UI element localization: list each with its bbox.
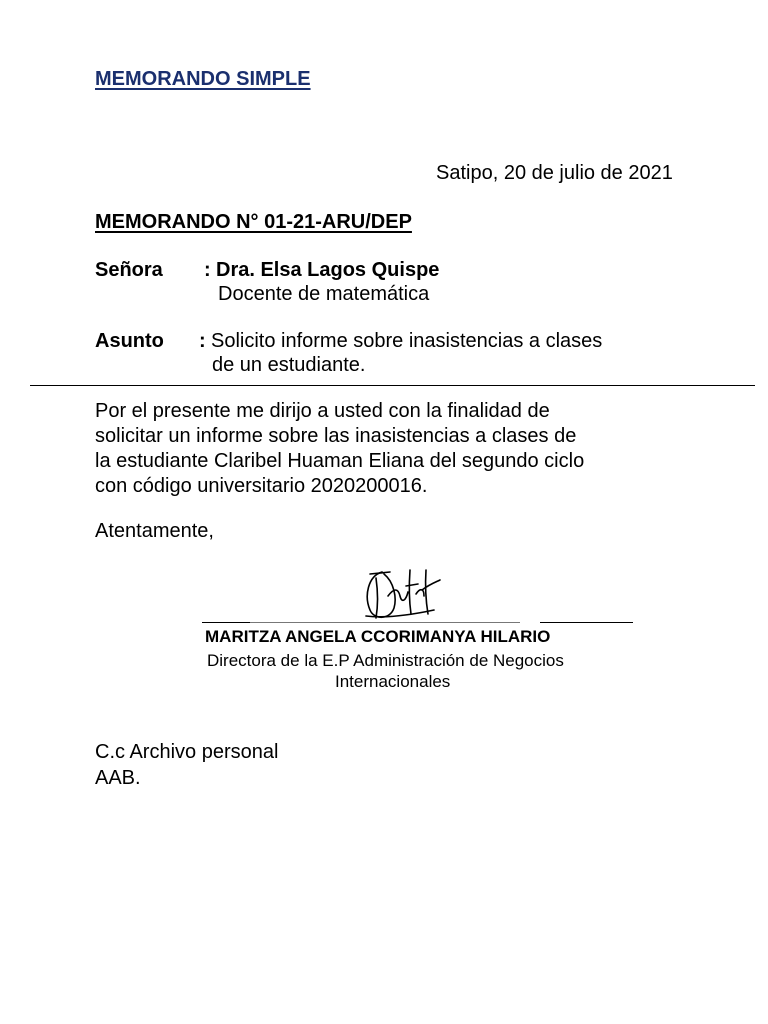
recipient-label: Señora	[95, 259, 163, 281]
recipient-colon: :	[204, 259, 211, 281]
cc-line-2: AAB.	[95, 767, 141, 789]
body-line: solicitar un informe sobre las inasistencias a clases de	[95, 425, 577, 447]
body-paragraph	[95, 399, 695, 499]
handwritten-signature	[360, 566, 442, 624]
signer-role-line-2: Internacionales	[335, 672, 451, 691]
place-date: Satipo, 20 de julio de 2021	[436, 162, 673, 184]
signature-line-right	[540, 622, 633, 623]
signer-role-line-1: Directora de la E.P Administración de Negocios	[207, 651, 564, 670]
memo-number: MEMORANDO N° 01-21-ARU/DEP	[95, 211, 412, 233]
subject-line-2: de un estudiante.	[212, 354, 366, 376]
body-line: Por el presente me dirijo a usted con la finalidad de	[95, 400, 550, 422]
signature-line-left	[202, 622, 250, 623]
body-line: la estudiante Claribel Huaman Eliana del segundo ciclo	[95, 450, 585, 472]
separator-rule	[30, 385, 755, 386]
body-line: con código universitario 2020200016.	[95, 475, 428, 497]
subject-colon: :	[199, 330, 206, 352]
subject-label: Asunto	[95, 330, 164, 352]
subject-line-1: Solicito informe sobre inasistencias a clases	[211, 330, 603, 352]
document-title: MEMORANDO SIMPLE	[95, 68, 311, 90]
signer-name: MARITZA ANGELA CCORIMANYA HILARIO	[205, 627, 551, 646]
recipient-role: Docente de matemática	[218, 283, 430, 305]
recipient-name: Dra. Elsa Lagos Quispe	[216, 259, 440, 281]
cc-line-1: C.c Archivo personal	[95, 741, 279, 763]
closing: Atentamente,	[95, 520, 214, 542]
